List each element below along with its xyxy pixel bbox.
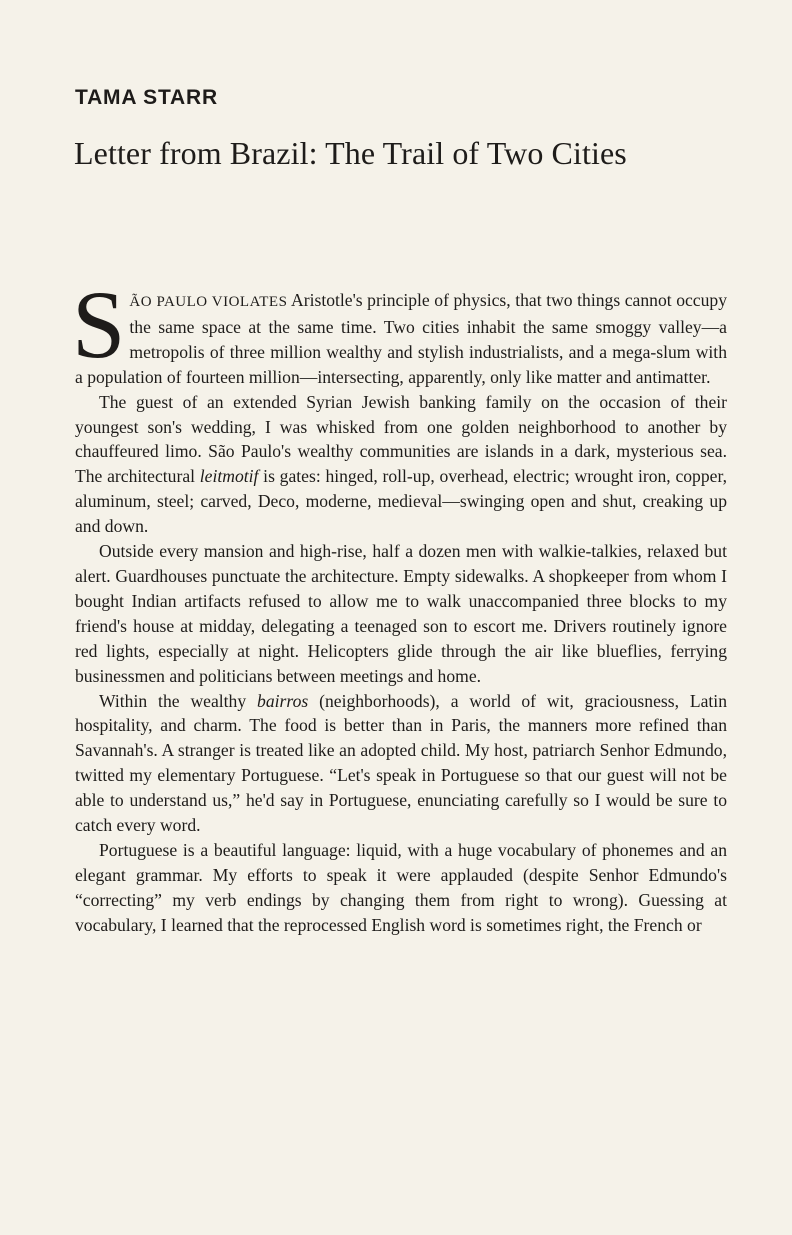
paragraph-text: is gates: hinged, roll-up, overhead, electric; wrought iron, copper, aluminum, steel; carved, Deco, moderne, medieval—swinging open and shut, creaking up and down. xyxy=(75,466,728,537)
small-caps-lead: ÃO PAULO VIOLATES xyxy=(129,294,288,310)
article-title: Letter from Brazil: The Trail of Two Cities xyxy=(74,135,627,171)
paragraph-text: Within the wealthy xyxy=(99,690,258,711)
article-body xyxy=(72,271,728,938)
paragraph-1 xyxy=(72,271,727,390)
author-name: TAMA STARR xyxy=(75,86,218,109)
paragraph-4 xyxy=(75,689,727,838)
drop-cap: S xyxy=(72,271,126,378)
paragraph-3: Outside every mansion and high-rise, half a dozen men with walkie-talkies, relaxed but alert. Guardhouses punctuate the architecture. Empty sidewalks. A shopkeeper from whom I bought Indian artifacts refused to allow me to walk unaccompanied three blocks to my friend's house at midday, delegating a teenaged son to escort me. Drivers routinely ignore red lights, especially at night. Helicopters glide through the air like blueflies, ferrying businessmen and politicians between meetings and home. xyxy=(75,541,727,686)
paragraph-2 xyxy=(75,390,727,539)
italic-term: leitmotif xyxy=(199,466,259,487)
paragraph-text: The guest of an extended Syrian Jewish banking family on the occasion of their youngest son's wedding, I was whisked from one golden neighborhood to another by chauffeured limo. São Paulo's wealthy communities are islands in a dark, mysterious sea. The architectural xyxy=(75,391,727,487)
paragraph-text: (neighborhoods), a world of wit, graciousness, Latin hospitality, and charm. The food is better than in Paris, the manners more refined than Savannah's. A stranger is treated like an adopted child. My host, patriarch Senhor Edmundo, twitted my elementary Portuguese. “Let's speak in Portuguese so that our guest will not be able to understand us,” he'd say in Portuguese, enunciating carefully so I would be sure to catch every word. xyxy=(75,690,727,836)
paragraph-5: Portuguese is a beautiful language: liquid, with a huge vocabulary of phonemes and an elegant grammar. My efforts to speak it were applauded (despite Senhor Edmundo's “correcting” my verb endings by changing them from right to wrong). Guessing at vocabulary, I learned that the reprocessed English word is sometimes right, the French or xyxy=(75,839,727,935)
paragraph-text: Aristotle's principle of physics, that two things cannot occupy the same space at the same time. Two cities inhabit the same smoggy valley—a metropolis of three million wealthy and stylish industrialists, and a mega-slum with a population of fourteen million—intersecting, apparently, only like matter and antimatter. xyxy=(75,290,727,387)
italic-term: bairros xyxy=(257,690,309,711)
